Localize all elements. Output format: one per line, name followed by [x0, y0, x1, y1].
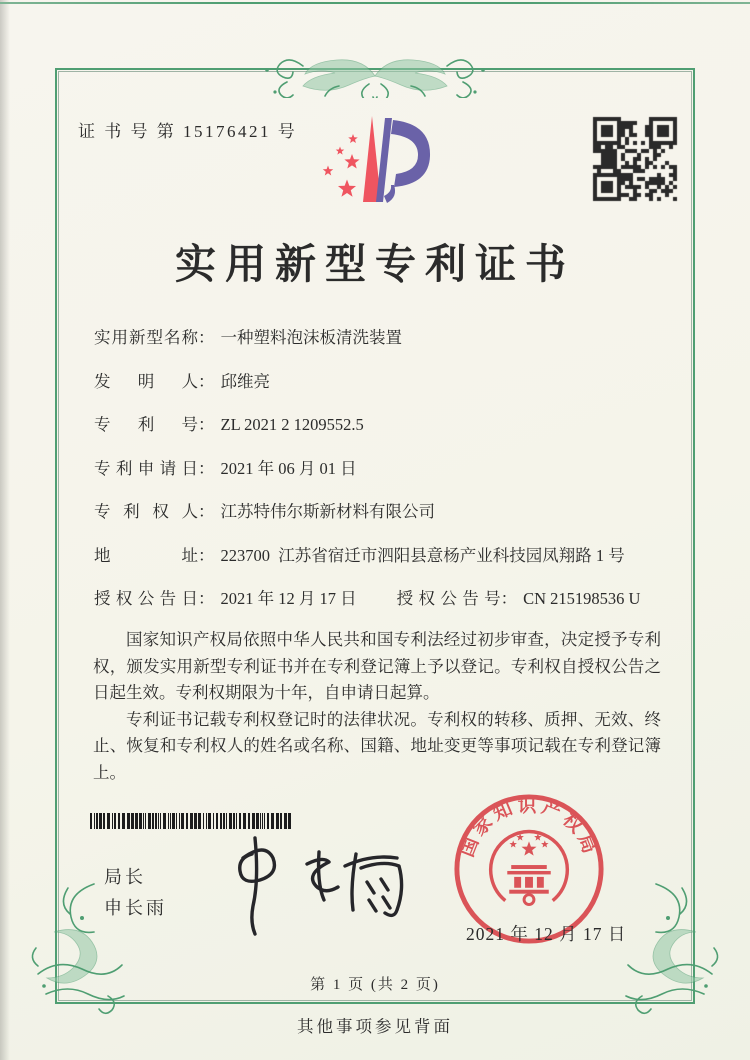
top-center-flourish-ornament: [225, 40, 525, 98]
barcode-bar: [176, 813, 177, 829]
barcode-bar: [96, 813, 98, 829]
barcode-bar: [172, 813, 175, 829]
barcode-bar: [114, 813, 116, 829]
officer-title: 局长: [104, 867, 146, 887]
barcode-bar: [127, 813, 130, 829]
barcode-bar: [155, 813, 157, 829]
barcode-bar: [206, 813, 207, 829]
barcode-bar: [94, 813, 95, 829]
field-colon: ：: [198, 328, 215, 347]
barcode-bar: [118, 813, 120, 829]
field-label: 发明人: [94, 371, 198, 391]
field-colon: ：: [500, 589, 518, 608]
barcode-bar: [152, 813, 154, 829]
barcode-bar: [208, 813, 211, 829]
barcode-bar: [213, 813, 214, 829]
barcode-bar: [112, 813, 113, 829]
field-row-address: [94, 545, 660, 567]
barcode-bar: [135, 813, 138, 829]
star-icon: [336, 147, 345, 155]
field-value: 一种塑料泡沫板清洗装置: [220, 328, 402, 347]
field-value: 2021 年 06 月 01 日: [220, 458, 357, 478]
back-note: 其他事项参见背面: [297, 1017, 453, 1036]
star-icon: [344, 154, 359, 168]
field-value: 223700 江苏省宿迁市泗阳县意杨产业科技园凤翔路 1 号: [220, 545, 625, 565]
seal-text: 国家知识产权局: [456, 795, 602, 861]
field-value: 邱维亮: [220, 371, 270, 391]
logo-p-bowl: [391, 120, 430, 187]
barcode-bar: [139, 813, 142, 829]
field-colon: ：: [198, 458, 215, 478]
barcode-bar: [198, 813, 201, 829]
field-row-name: [94, 327, 660, 349]
star-icon: [338, 180, 356, 197]
field-value: CN 215198536 U: [523, 589, 641, 608]
field-row-grant: [94, 588, 660, 610]
star-icon: [348, 134, 358, 143]
signature-icon: [215, 824, 410, 942]
barcode-bar: [190, 813, 193, 829]
barcode-bar: [99, 813, 102, 829]
page-indicator: 第 1 页 (共 2 页): [310, 977, 440, 993]
national-emblem: [491, 831, 568, 904]
barcode-bar: [103, 813, 105, 829]
barcode-bar: [203, 813, 204, 829]
field-row-patentee: [94, 501, 660, 523]
field-value: 2021 年 12 月 17 日: [220, 589, 357, 608]
field-colon: ：: [198, 371, 215, 391]
field-row-filing-date: [94, 458, 660, 480]
scan-edge-shadow: [0, 0, 10, 1060]
logo-p-tail: [384, 185, 395, 203]
cnipa-logo-icon: [290, 103, 450, 215]
barcode-bar: [170, 813, 171, 829]
star-icon: [323, 166, 333, 176]
barcode-bar: [145, 813, 146, 829]
seal-date: 2021 年 12 月 17 日: [466, 924, 627, 944]
field-label: 专利号: [94, 415, 198, 434]
field-label: 实用新型名称: [94, 328, 198, 347]
officer-name: 申长雨: [104, 898, 167, 918]
field-label: 地址: [94, 545, 198, 565]
barcode-bar: [90, 813, 92, 829]
barcode-bar: [186, 813, 188, 829]
barcode-bar: [181, 813, 184, 829]
barcode-bar: [148, 813, 151, 829]
body-paragraph: 国家知识产权局依照中华人民共和国专利法经过初步审查，决定授予专利权，颁发实用新型专利证书并在专利登记簿上予以登记。专利权自授权公告之日起生效。专利权期限为十年，自申请日起算。: [93, 630, 661, 702]
barcode-bar: [143, 813, 144, 829]
barcode-bar: [122, 813, 125, 829]
field-label: 授权公告号: [396, 589, 501, 608]
field-colon: ：: [198, 415, 215, 434]
body-paragraph: 专利证书记载专利权登记时的法律状况。专利权的转移、质押、无效、终止、恢复和专利权人的姓名或名称、国籍、地址变更等事项记载在专利登记簿上。: [93, 709, 661, 782]
barcode-bar: [160, 813, 161, 829]
qr-code-icon: [592, 116, 678, 202]
legal-body-text: [93, 627, 661, 786]
field-row-patent-no: [94, 414, 660, 436]
officer-block: [104, 862, 167, 924]
certificate-number: 证 书 号 第 15176421 号: [78, 122, 298, 141]
barcode-bar: [179, 813, 180, 829]
barcode-bar: [194, 813, 197, 829]
field-pair-grant-no: [397, 588, 641, 610]
barcode-bar: [158, 813, 159, 829]
field-label: 授权公告日: [94, 589, 198, 608]
field-row-inventor: [94, 371, 660, 393]
field-colon: ：: [198, 589, 215, 608]
field-label: 专利申请日: [94, 458, 198, 478]
bottom-right-corner-ornament: [622, 878, 726, 1018]
certificate-fields: [94, 327, 660, 632]
barcode-bar: [163, 813, 166, 829]
top-edge-rule: [0, 2, 750, 4]
field-value: 江苏特伟尔斯新材料有限公司: [220, 502, 435, 521]
field-label: 专利权人: [94, 502, 198, 521]
logo-p-stem: [376, 118, 392, 202]
barcode-bar: [131, 813, 134, 829]
certificate-title: 实用新型专利证书: [175, 241, 575, 287]
field-colon: ：: [198, 502, 215, 521]
barcode-bar: [168, 813, 169, 829]
field-colon: ：: [198, 545, 215, 565]
barcode-bar: [107, 813, 110, 829]
field-value: ZL 2021 2 1209552.5: [220, 415, 364, 434]
